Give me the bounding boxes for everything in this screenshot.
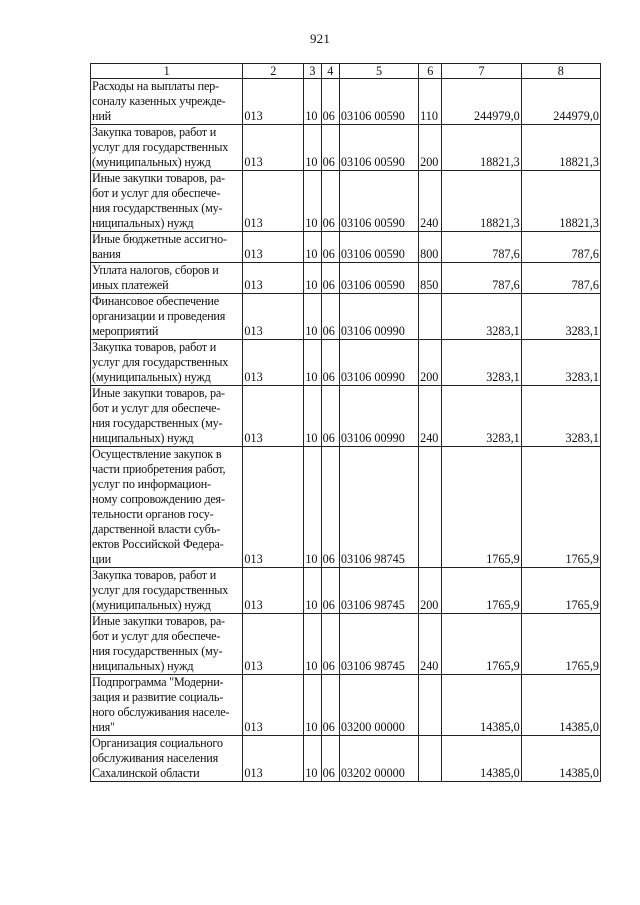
table-row bbox=[91, 386, 601, 447]
table-row bbox=[91, 614, 601, 675]
cell-ministry: 013 bbox=[243, 386, 304, 447]
header-cell: 7 bbox=[442, 64, 521, 79]
cell-amount-col7: 18821,3 bbox=[442, 171, 521, 232]
cell-name: Подпрограмма "Модерни- зация и развитие социаль- ного обслуживания населе- ния" bbox=[91, 675, 243, 736]
cell-amount-col8: 787,6 bbox=[521, 263, 600, 294]
cell-expense-type: 240 bbox=[419, 614, 442, 675]
cell-ministry: 013 bbox=[243, 614, 304, 675]
cell-name: Закупка товаров, работ и услуг для государственных (муниципальных) нужд bbox=[91, 568, 243, 614]
table-row bbox=[91, 736, 601, 782]
cell-target-article: 03200 00000 bbox=[339, 675, 418, 736]
cell-target-article: 03106 98745 bbox=[339, 568, 418, 614]
cell-name: Закупка товаров, работ и услуг для государственных (муниципальных) нужд bbox=[91, 125, 243, 171]
cell-amount-col7: 18821,3 bbox=[442, 125, 521, 171]
cell-amount-col7: 3283,1 bbox=[442, 294, 521, 340]
cell-expense-type: 800 bbox=[419, 232, 442, 263]
table-row bbox=[91, 340, 601, 386]
table-row bbox=[91, 294, 601, 340]
header-row bbox=[91, 64, 601, 79]
table-row bbox=[91, 125, 601, 171]
cell-ministry: 013 bbox=[243, 340, 304, 386]
cell-ministry: 013 bbox=[243, 232, 304, 263]
cell-target-article: 03106 98745 bbox=[339, 614, 418, 675]
cell-name: Расходы на выплаты пер- соналу казенных учрежде- ний bbox=[91, 79, 243, 125]
cell-amount-col8: 3283,1 bbox=[521, 386, 600, 447]
cell-target-article: 03106 00590 bbox=[339, 79, 418, 125]
cell-amount-col8: 18821,3 bbox=[521, 125, 600, 171]
cell-amount-col8: 787,6 bbox=[521, 232, 600, 263]
cell-amount-col7: 1765,9 bbox=[442, 614, 521, 675]
page-number: 921 bbox=[309, 31, 331, 46]
cell-expense-type: 200 bbox=[419, 340, 442, 386]
cell-expense-type bbox=[419, 736, 442, 782]
cell-subsection: 06 bbox=[321, 614, 339, 675]
cell-name: Организация социального обслуживания населения Сахалинской области bbox=[91, 736, 243, 782]
cell-amount-col8: 3283,1 bbox=[521, 340, 600, 386]
cell-subsection: 06 bbox=[321, 232, 339, 263]
cell-section: 10 bbox=[304, 171, 321, 232]
cell-ministry: 013 bbox=[243, 79, 304, 125]
cell-section: 10 bbox=[304, 125, 321, 171]
cell-subsection: 06 bbox=[321, 340, 339, 386]
cell-name: Закупка товаров, работ и услуг для государственных (муниципальных) нужд bbox=[91, 340, 243, 386]
cell-target-article: 03106 00990 bbox=[339, 294, 418, 340]
cell-ministry: 013 bbox=[243, 294, 304, 340]
cell-ministry: 013 bbox=[243, 736, 304, 782]
table-row bbox=[91, 232, 601, 263]
cell-section: 10 bbox=[304, 614, 321, 675]
cell-subsection: 06 bbox=[321, 79, 339, 125]
cell-amount-col7: 3283,1 bbox=[442, 386, 521, 447]
table-row bbox=[91, 447, 601, 568]
cell-amount-col8: 14385,0 bbox=[521, 675, 600, 736]
header-cell: 1 bbox=[91, 64, 243, 79]
cell-amount-col8: 1765,9 bbox=[521, 447, 600, 568]
cell-target-article: 03106 00590 bbox=[339, 171, 418, 232]
cell-target-article: 03106 00590 bbox=[339, 232, 418, 263]
cell-amount-col8: 1765,9 bbox=[521, 614, 600, 675]
cell-amount-col7: 787,6 bbox=[442, 232, 521, 263]
cell-expense-type: 850 bbox=[419, 263, 442, 294]
cell-name: Иные закупки товаров, ра- бот и услуг для обеспече- ния государственных (му- ниципальных) нужд bbox=[91, 614, 243, 675]
cell-name: Финансовое обеспечение организации и проведения мероприятий bbox=[91, 294, 243, 340]
cell-ministry: 013 bbox=[243, 171, 304, 232]
cell-amount-col7: 14385,0 bbox=[442, 736, 521, 782]
cell-amount-col7: 1765,9 bbox=[442, 447, 521, 568]
cell-amount-col7: 3283,1 bbox=[442, 340, 521, 386]
cell-expense-type bbox=[419, 675, 442, 736]
cell-section: 10 bbox=[304, 79, 321, 125]
cell-section: 10 bbox=[304, 340, 321, 386]
cell-target-article: 03106 00590 bbox=[339, 263, 418, 294]
cell-name: Осуществление закупок в части приобретения работ, услуг по информацион- ному сопровождению дея- тельности органов госу- дарственной власти субъ- ектов Российской Федера- ции bbox=[91, 447, 243, 568]
cell-amount-col8: 14385,0 bbox=[521, 736, 600, 782]
cell-subsection: 06 bbox=[321, 125, 339, 171]
cell-amount-col8: 1765,9 bbox=[521, 568, 600, 614]
cell-section: 10 bbox=[304, 294, 321, 340]
cell-expense-type: 200 bbox=[419, 125, 442, 171]
cell-amount-col7: 14385,0 bbox=[442, 675, 521, 736]
cell-section: 10 bbox=[304, 568, 321, 614]
cell-amount-col8: 244979,0 bbox=[521, 79, 600, 125]
budget-table bbox=[90, 63, 601, 782]
cell-subsection: 06 bbox=[321, 294, 339, 340]
cell-amount-col8: 18821,3 bbox=[521, 171, 600, 232]
table-row bbox=[91, 171, 601, 232]
cell-name: Уплата налогов, сборов и иных платежей bbox=[91, 263, 243, 294]
cell-amount-col7: 787,6 bbox=[442, 263, 521, 294]
cell-section: 10 bbox=[304, 232, 321, 263]
table-body bbox=[91, 79, 601, 782]
cell-subsection: 06 bbox=[321, 171, 339, 232]
cell-subsection: 06 bbox=[321, 263, 339, 294]
cell-subsection: 06 bbox=[321, 736, 339, 782]
table-row bbox=[91, 568, 601, 614]
cell-section: 10 bbox=[304, 447, 321, 568]
table-row bbox=[91, 675, 601, 736]
cell-expense-type bbox=[419, 294, 442, 340]
table-row bbox=[91, 79, 601, 125]
cell-name: Иные закупки товаров, ра- бот и услуг для обеспече- ния государственных (му- ниципальных) нужд bbox=[91, 386, 243, 447]
cell-subsection: 06 bbox=[321, 568, 339, 614]
header-cell: 2 bbox=[243, 64, 304, 79]
header-cell: 3 bbox=[304, 64, 321, 79]
cell-name: Иные закупки товаров, ра- бот и услуг для обеспече- ния государственных (му- ниципальных) нужд bbox=[91, 171, 243, 232]
cell-subsection: 06 bbox=[321, 386, 339, 447]
cell-section: 10 bbox=[304, 736, 321, 782]
cell-expense-type bbox=[419, 447, 442, 568]
cell-target-article: 03106 00990 bbox=[339, 386, 418, 447]
cell-amount-col7: 1765,9 bbox=[442, 568, 521, 614]
cell-expense-type: 240 bbox=[419, 386, 442, 447]
cell-ministry: 013 bbox=[243, 263, 304, 294]
cell-expense-type: 200 bbox=[419, 568, 442, 614]
header-cell: 8 bbox=[521, 64, 600, 79]
cell-amount-col8: 3283,1 bbox=[521, 294, 600, 340]
cell-subsection: 06 bbox=[321, 675, 339, 736]
cell-target-article: 03106 98745 bbox=[339, 447, 418, 568]
cell-section: 10 bbox=[304, 263, 321, 294]
cell-target-article: 03202 00000 bbox=[339, 736, 418, 782]
cell-ministry: 013 bbox=[243, 568, 304, 614]
cell-ministry: 013 bbox=[243, 125, 304, 171]
cell-ministry: 013 bbox=[243, 675, 304, 736]
header-cell: 4 bbox=[321, 64, 339, 79]
cell-expense-type: 240 bbox=[419, 171, 442, 232]
table-row bbox=[91, 263, 601, 294]
cell-section: 10 bbox=[304, 675, 321, 736]
cell-amount-col7: 244979,0 bbox=[442, 79, 521, 125]
cell-expense-type: 110 bbox=[419, 79, 442, 125]
cell-target-article: 03106 00990 bbox=[339, 340, 418, 386]
cell-section: 10 bbox=[304, 386, 321, 447]
header-cell: 6 bbox=[419, 64, 442, 79]
cell-subsection: 06 bbox=[321, 447, 339, 568]
cell-ministry: 013 bbox=[243, 447, 304, 568]
header-cell: 5 bbox=[339, 64, 418, 79]
cell-name: Иные бюджетные ассигно- вания bbox=[91, 232, 243, 263]
cell-target-article: 03106 00590 bbox=[339, 125, 418, 171]
